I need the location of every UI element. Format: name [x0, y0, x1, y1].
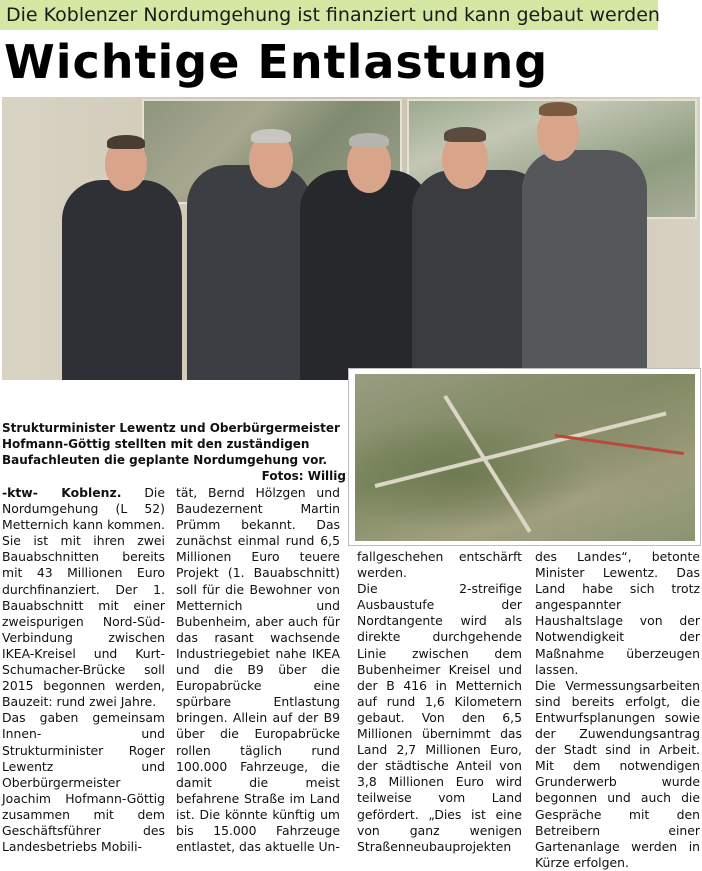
aerial-map-photo	[348, 368, 701, 546]
person-3	[300, 170, 430, 380]
article-column-1	[2, 485, 165, 855]
article-kicker: Die Koblenzer Nordumgehung ist finanziert und kann gebaut werden	[0, 0, 658, 30]
paragraph	[2, 485, 165, 710]
dateline: -ktw- Koblenz.	[2, 485, 122, 500]
paragraph-text: Die Nordumgehung (L 52) Metternich kann kommen. Sie ist mit ihren zwei Bauabschnitten bereits mit 43 Millionen Euro durchfinanziert. Der 1. Bauabschnitt mit einer zweispurigen Nord-Süd-Verbindung zwischen IKEA-Kreisel und Kurt-Schumacher-Brücke soll 2015 begonnen werden, Bauzeit: rund zwei Jahre.	[2, 485, 165, 710]
paragraph: Die 2-streifige Ausbaustufe der Nordtangente wird als direkte durchgehende Linie zwischen dem Bubenheimer Kreisel und der B 416 in Metternich auf rund 1,6 Kilometern gebaut. Von den 6,5 Millionen übernimmt das Land 2,7 Millionen Euro, der städtische Anteil von 3,8 Millionen Euro wird teilweise vom Land gefördert. „Dies ist eine von ganz wenigen Straßenneubauprojekten	[357, 581, 522, 854]
article-column-2	[176, 485, 340, 855]
person-1	[62, 180, 182, 380]
paragraph: Die Vermessungsarbeiten sind bereits erfolgt, die Entwurfsplanungen sowie der Zuwendungsantrag der Stadt sind in Arbeit. Mit dem notwendigen Grunderwerb wurde begonnen und auch die Gespräche mit den Betreibern einer Gartenanlage werden in Kürze erfolgen.	[535, 677, 700, 870]
article-column-4	[535, 549, 700, 871]
paragraph: Das gaben gemeinsam Innen- und Strukturminister Roger Lewentz und Oberbürgermeister Joachim Hofmann-Göttig zusammen mit dem Geschäftsführer des Landesbetriebs Mobili-	[2, 710, 165, 855]
paragraph: des Landes“, betonte Minister Lewentz. Das Land habe sich trotz angespannter Haushaltslage von der Notwendigkeit der Maßnahme überzeugen lassen.	[535, 549, 700, 677]
person-5	[522, 150, 647, 380]
paragraph: tät, Bernd Hölzgen und Baudezernent Martin Prümm bekannt. Das zunächst einmal rund 6,5 Millionen Euro teuere Projekt (1. Bauabschnitt) soll für die Bewohner von Metternich und Bubenheim, aber auch für das rasant wachsende Industriegebiet nahe IKEA und die B9 über die Europabrücke eine spürbare Entlastung bringen. Allein auf der B9 über die Europabrücke rollen täglich rund 100.000 Fahrzeuge, die damit die meist befahrene Straße im Land ist. Die könnte künftig um bis 15.000 Fahrzeuge entlastet, das aktuelle Un-	[176, 485, 340, 855]
group-photo	[2, 97, 700, 380]
paragraph: fallgeschehen entschärft werden.	[357, 549, 522, 581]
photo-caption	[2, 420, 346, 484]
article-column-3	[357, 549, 522, 855]
person-2	[187, 165, 312, 380]
photo-credit: Fotos: Willig	[261, 469, 346, 483]
caption-text: Strukturminister Lewentz und Oberbürgermeister Hofmann-Göttig stellten mit den zuständigen Baufachleuten die geplante Nordumgehung vor.	[2, 421, 340, 467]
article-headline: Wichtige Entlastung	[4, 35, 549, 89]
